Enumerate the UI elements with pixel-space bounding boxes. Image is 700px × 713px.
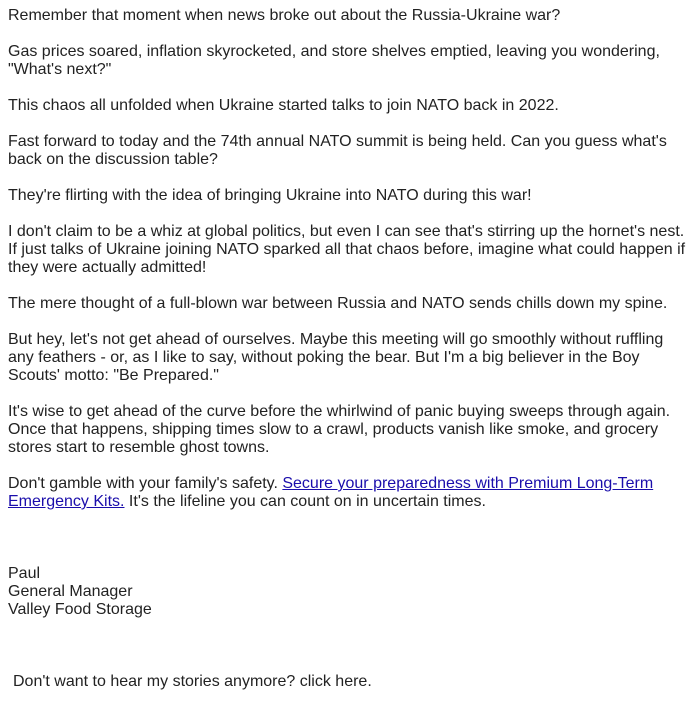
- paragraph-politics: I don't claim to be a whiz at global politics, but even I can see that's stirring up the hornet's nest. If just talks of Ukraine joining NATO sparked all that chaos before, imagine what could happen if they were actually admitted!: [8, 223, 686, 276]
- paragraph-panic-buying: It's wise to get ahead of the curve before the whirlwind of panic buying sweeps through again. Once that happens, shipping times slow to a crawl, products vanish like smoke, and grocery stores start to resemble ghost towns.: [8, 403, 671, 456]
- paragraph-be-prepared: But hey, let's not get ahead of ourselves. Maybe this meeting will go smoothly without ruffling any feathers - or, as I like to say, without poking the bear. But I'm a big believer in the Boy Scouts' motto: "Be Prepared.": [8, 331, 664, 384]
- paragraph-summit: Fast forward to today and the 74th annual NATO summit is being held. Can you guess what's back on the discussion table?: [8, 133, 667, 168]
- unsubscribe-link[interactable]: click here.: [299, 673, 372, 690]
- paragraph-cta: [8, 475, 692, 511]
- emergency-kits-link[interactable]: Secure your preparedness with Premium Long-Term Emergency Kits.: [8, 475, 654, 510]
- paragraph-chills: The mere thought of a full-blown war between Russia and NATO sends chills down my spine.: [8, 295, 668, 312]
- paragraph-gas-prices: Gas prices soared, inflation skyrocketed, and store shelves emptied, leaving you wondering, "What's next?": [8, 43, 660, 78]
- paragraph-flirting: They're flirting with the idea of bringing Ukraine into NATO during this war!: [8, 187, 532, 204]
- unsubscribe-prefix: Don't want to hear my stories anymore?: [13, 673, 300, 690]
- cta-before-text: Don't gamble with your family's safety.: [8, 475, 283, 492]
- signature-name: Paul: [8, 565, 41, 582]
- signature-company: Valley Food Storage: [8, 601, 152, 618]
- paragraph-chaos: This chaos all unfolded when Ukraine started talks to join NATO back in 2022.: [8, 97, 559, 114]
- signature-block: [8, 565, 692, 619]
- cta-after-text: It's the lifeline you can count on in uncertain times.: [124, 493, 486, 510]
- signature-title: General Manager: [8, 583, 133, 600]
- paragraph-intro: Remember that moment when news broke out about the Russia-Ukraine war?: [8, 7, 561, 24]
- unsubscribe-footer: [8, 673, 692, 691]
